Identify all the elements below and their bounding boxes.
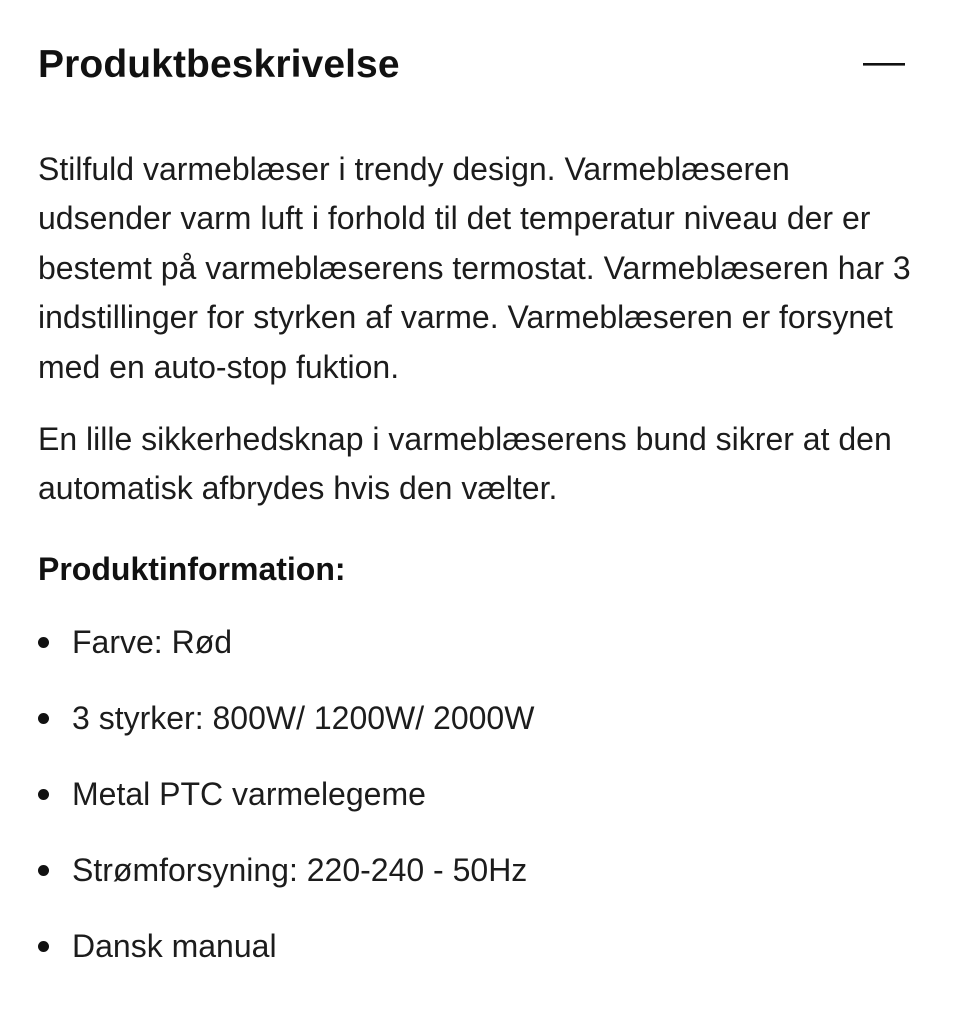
list-item bbox=[38, 922, 922, 998]
list-item bbox=[38, 694, 922, 770]
bullet-icon bbox=[38, 941, 49, 952]
list-item-text: Metal PTC varmelegeme bbox=[72, 775, 426, 812]
list-item bbox=[38, 846, 922, 922]
bullet-icon bbox=[38, 637, 49, 648]
list-item-text: Strømforsyning: 220-240 - 50Hz bbox=[72, 851, 528, 888]
safety-paragraph: En lille sikkerhedsknap i varmeblæserens bund sikrer at den automatisk afbrydes hvis den vælter. bbox=[38, 421, 892, 507]
bullet-icon bbox=[38, 789, 49, 800]
section-title: Produktbeskrivelse bbox=[38, 43, 400, 86]
bullet-icon bbox=[38, 713, 49, 724]
description-paragraph: Stilfuld varmeblæser i trendy design. Varmeblæseren udsender varm luft i forhold til det temperatur niveau der er bestemt på varmeblæserens termostat. Varmeblæseren har 3 indstillinger for styrken af varme. Varmeblæseren er forsynet med en auto-stop fuktion. bbox=[38, 151, 911, 385]
list-item bbox=[38, 770, 922, 846]
collapse-button[interactable] bbox=[862, 43, 906, 87]
list-item-text: Dansk manual bbox=[72, 927, 277, 964]
list-item-text: Farve: Rød bbox=[72, 623, 233, 660]
list-item-text: 3 styrker: 800W/ 1200W/ 2000W bbox=[72, 699, 535, 736]
bullet-icon bbox=[38, 865, 49, 876]
accordion-header[interactable] bbox=[38, 0, 922, 130]
list-item bbox=[38, 618, 922, 694]
accordion-body bbox=[38, 130, 922, 998]
product-info-heading: Produktinformation: bbox=[38, 550, 346, 587]
minus-icon bbox=[863, 63, 905, 67]
product-info-list bbox=[38, 618, 922, 998]
